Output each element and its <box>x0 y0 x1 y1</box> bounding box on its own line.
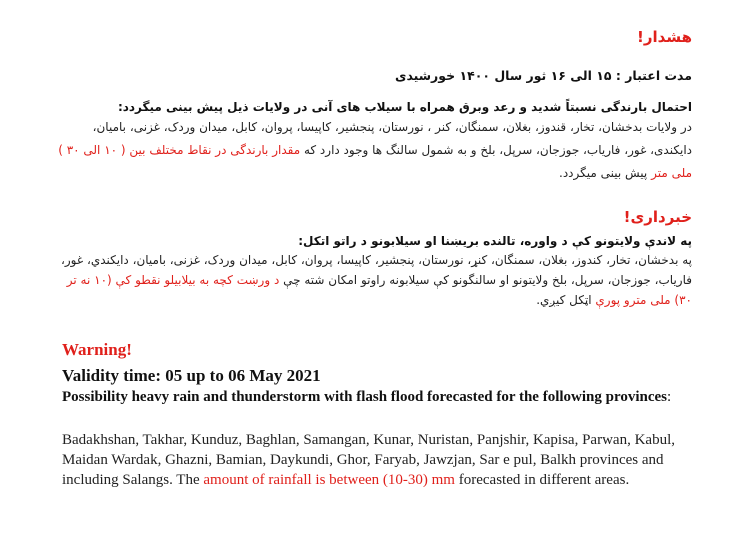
english-body-rainfall: amount of rainfall is between (10-30) mm <box>203 472 455 488</box>
dari-body-start: در ولایات بدخشان، تخار، قندوز، بغلان، سمنگان، کنر ، نورستان، پنجشیر، کاپیسا، پروان، کابل، میدان وردک، غزنی، بامیان، دایکندی، غور، فاریاب، جوزجان، سرپل، بلخ و به شمول سالنگ ها وجود دارد که <box>92 120 692 157</box>
dari-body-end: پیش بینی میگردد. <box>559 166 648 180</box>
dari-body-rainfall: مقدار بارندگی در نقاط مختلف بین ( ۱۰ الی ۳۰ ) ملی متر <box>58 143 692 180</box>
english-validity: Validity time: 05 up to 06 May 2021 <box>62 366 321 385</box>
english-body <box>62 430 682 490</box>
english-heading <box>62 388 682 407</box>
english-heading-text: Possibility heavy rain and thunderstorm with flash flood forecasted for the following provinces <box>62 389 668 405</box>
pashto-warning-title: خبرداری! <box>623 208 692 226</box>
english-body-end: forecasted in different areas. <box>458 472 630 488</box>
dari-validity <box>52 68 692 83</box>
pashto-body-rainfall: د ورښت کچه به بیلابیلو نقطو کې (۱۰ نه تر ۳۰) ملی مترو پورې <box>66 273 692 307</box>
english-warning-title: Warning! <box>62 340 132 359</box>
dari-body <box>52 116 692 185</box>
english-heading-colon: : <box>667 389 672 405</box>
pashto-body <box>52 250 692 310</box>
pashto-body-start: په بدخشان، تخار، کندوز، بغلان، سمنگان، کنړ، نورستان، پنجشیر، کاپیسا، پروان، کابل، میدان وردک، غزنی، بامیان، دایکندي، غور، فارياب، جوزجان، سرپل، بلخ ولایتونو او سالنگونو کې سیلابونه راوتو امکان شته چې <box>60 253 692 287</box>
dari-validity-value: ۱۵ الی ۱۶ ثور سال ۱۴۰۰ خورشیدی <box>394 68 612 83</box>
pashto-body-end: اټکل کیږي. <box>536 293 592 307</box>
pashto-heading: په لاندې ولایتونو کې د واوره، تالنده بریښنا او سیلابونو د راتو اتکل: <box>298 234 692 248</box>
dari-heading: احتمال بارندگی نسبتاً شدید و رعد وبرق همراه با سیلاب های آنی در ولایات ذیل پیش بینی میگردد: <box>117 100 692 114</box>
dari-validity-label: مدت اعتبار : <box>615 68 692 83</box>
dari-warning-title: هشدار! <box>637 28 692 46</box>
english-body-start: Badakhshan, Takhar, Kunduz, Baghlan, Samangan, Kunar, Nuristan, Panjshir, Kapisa, Parwan, Kabul, Maidan Wardak, Ghazni, Bamian, Daykundi, Ghor, Faryab, Jawzjan, Sar e pul, Balkh provinces and including Salangs. The <box>62 432 675 488</box>
